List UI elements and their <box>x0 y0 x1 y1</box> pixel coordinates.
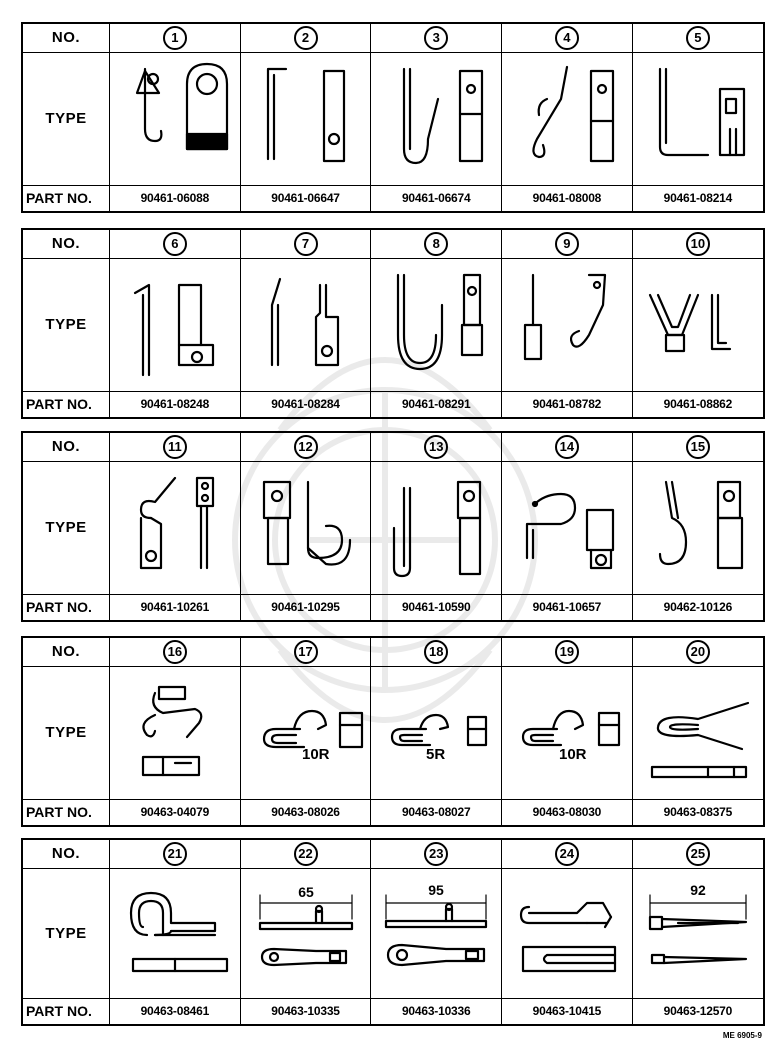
item-number: 24 <box>555 842 579 866</box>
part-number: 90461-06674 <box>371 185 502 211</box>
clip-type-1-icon <box>115 59 235 179</box>
dimension-label: 92 <box>690 882 706 898</box>
parts-row-2 <box>21 228 765 419</box>
part-number: 90461-08214 <box>632 185 763 211</box>
item-number: 23 <box>424 842 448 866</box>
item-number: 9 <box>555 232 579 256</box>
part-no-label: PART NO. <box>23 594 110 620</box>
item-number: 25 <box>686 842 710 866</box>
item-number: 7 <box>294 232 318 256</box>
type-label: TYPE <box>23 868 110 998</box>
parts-row-4 <box>21 636 765 827</box>
type-label: TYPE <box>23 666 110 799</box>
clip-type-16-icon <box>115 673 235 793</box>
part-no-label: PART NO. <box>23 998 110 1024</box>
part-number: 90463-08026 <box>240 799 371 825</box>
part-number: 90463-08375 <box>632 799 763 825</box>
clip-type-17-icon <box>246 673 366 793</box>
part-no-label: PART NO. <box>23 799 110 825</box>
part-number: 90461-10261 <box>110 594 241 620</box>
dimension-label: 65 <box>297 884 314 900</box>
clip-type-12-icon <box>246 468 366 588</box>
item-number: 3 <box>424 26 448 50</box>
dimension-label: 95 <box>428 882 445 898</box>
item-number: 11 <box>163 435 187 459</box>
item-number: 4 <box>555 26 579 50</box>
clip-type-22-icon <box>246 873 366 993</box>
clip-type-18-icon <box>376 673 496 793</box>
no-label: NO. <box>23 638 110 666</box>
clip-type-5-icon <box>638 59 758 179</box>
item-number: 16 <box>163 640 187 664</box>
clip-type-15-icon <box>638 468 758 588</box>
clip-type-20-icon <box>638 673 758 793</box>
item-number: 21 <box>163 842 187 866</box>
clip-type-9-icon <box>507 265 627 385</box>
part-number: 90463-08461 <box>110 998 241 1024</box>
item-number: 15 <box>686 435 710 459</box>
no-label: NO. <box>23 230 110 258</box>
item-number: 2 <box>294 26 318 50</box>
figure-code: ME 6905-9 <box>722 1031 762 1040</box>
clip-type-24-icon <box>507 873 627 993</box>
item-number: 8 <box>424 232 448 256</box>
radius-label: 10R <box>301 745 330 763</box>
type-label: TYPE <box>23 52 110 185</box>
parts-row-3 <box>21 431 765 622</box>
clip-type-11-icon <box>115 468 235 588</box>
part-number: 90461-10590 <box>371 594 502 620</box>
clip-type-7-icon <box>246 265 366 385</box>
part-number: 90461-08248 <box>110 391 241 417</box>
item-number: 22 <box>294 842 318 866</box>
clip-type-4-icon <box>507 59 627 179</box>
part-number: 90461-10295 <box>240 594 371 620</box>
part-no-label: PART NO. <box>23 185 110 211</box>
clip-type-13-icon <box>376 468 496 588</box>
type-label: TYPE <box>23 461 110 594</box>
clip-type-14-icon <box>507 468 627 588</box>
clip-type-6-icon <box>115 265 235 385</box>
parts-row-5 <box>21 838 765 1026</box>
part-no-label: PART NO. <box>23 391 110 417</box>
item-number: 20 <box>686 640 710 664</box>
part-number: 90463-10336 <box>371 998 502 1024</box>
clip-type-21-icon <box>115 873 235 993</box>
part-number: 90461-08862 <box>632 391 763 417</box>
part-number: 90461-06088 <box>110 185 241 211</box>
part-number: 90461-08782 <box>502 391 633 417</box>
item-number: 1 <box>163 26 187 50</box>
clip-type-10-icon <box>638 265 758 385</box>
part-number: 90461-06647 <box>240 185 371 211</box>
clip-type-3-icon <box>376 59 496 179</box>
item-number: 6 <box>163 232 187 256</box>
part-number: 90461-08291 <box>371 391 502 417</box>
part-number: 90463-08027 <box>371 799 502 825</box>
part-number: 90463-10415 <box>502 998 633 1024</box>
item-number: 12 <box>294 435 318 459</box>
clip-type-8-icon <box>376 265 496 385</box>
radius-label: 5R <box>426 745 446 763</box>
part-number: 90461-10657 <box>502 594 633 620</box>
part-number: 90463-08030 <box>502 799 633 825</box>
part-number: 90463-10335 <box>240 998 371 1024</box>
parts-row-1 <box>21 22 765 213</box>
clip-type-19-icon <box>507 673 627 793</box>
part-number: 90461-08008 <box>502 185 633 211</box>
item-number: 17 <box>294 640 318 664</box>
clip-type-23-icon <box>376 873 496 993</box>
no-label: NO. <box>23 840 110 868</box>
item-number: 13 <box>424 435 448 459</box>
part-number: 90461-08284 <box>240 391 371 417</box>
part-number: 90463-12570 <box>632 998 763 1024</box>
no-label: NO. <box>23 24 110 52</box>
part-number: 90462-10126 <box>632 594 763 620</box>
clip-type-25-icon <box>638 873 758 993</box>
clip-type-2-icon <box>246 59 366 179</box>
item-number: 5 <box>686 26 710 50</box>
type-label: TYPE <box>23 258 110 391</box>
item-number: 18 <box>424 640 448 664</box>
item-number: 10 <box>686 232 710 256</box>
item-number: 19 <box>555 640 579 664</box>
part-number: 90463-04079 <box>110 799 241 825</box>
item-number: 14 <box>555 435 579 459</box>
no-label: NO. <box>23 433 110 461</box>
radius-label: 10R <box>558 745 587 763</box>
